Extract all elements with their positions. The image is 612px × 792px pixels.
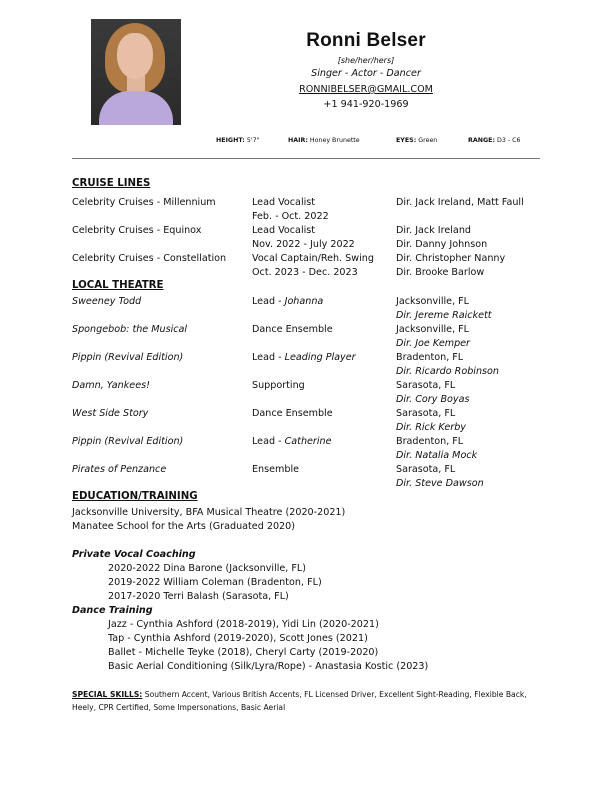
vocal-coaching-heading: Private Vocal Coaching xyxy=(72,549,196,560)
vocal-coach-item: 2019-2022 William Coleman (Bradenton, FL) xyxy=(108,577,322,588)
vocal-coach-item: 2017-2020 Terri Balash (Sarasota, FL) xyxy=(108,591,289,602)
stat-eyes: EYES: Green xyxy=(396,137,438,144)
dance-training-item: Ballet - Michelle Teyke (2018), Cheryl Carty (2019-2020) xyxy=(108,647,379,658)
cruise-row: Celebrity Cruises - Constellation Vocal Captain/Reh. Swing Oct. 2023 - Dec. 2023 Dir. Christopher Nanny Dir. Brooke Barlow xyxy=(72,253,506,278)
stat-hair: HAIR: Honey Brunette xyxy=(288,137,360,144)
dance-training-heading: Dance Training xyxy=(72,605,153,616)
headshot-photo xyxy=(91,19,181,125)
dance-training-item: Jazz - Cynthia Ashford (2018-2019), Yidi Lin (2020-2021) xyxy=(108,619,379,630)
pronouns: [she/her/hers] xyxy=(337,56,395,65)
education-item: Jacksonville University, BFA Musical Theatre (2020-2021) xyxy=(72,507,346,518)
dance-training-item: Basic Aerial Conditioning (Silk/Lyra/Rope) - Anastasia Kostic (2023) xyxy=(108,661,429,672)
special-skills-label: SPECIAL SKILLS: xyxy=(72,690,143,699)
special-skills-text: Southern Accent, Various British Accents, FL Licensed Driver, Excellent Sight-Reading, Flexible Back, Heely, CPR Certified, Some Impersonations, Basic Aerial xyxy=(72,690,527,712)
section-education-training: EDUCATION/TRAINING xyxy=(72,491,198,502)
dance-training-item: Tap - Cynthia Ashford (2019-2020), Scott Jones (2021) xyxy=(108,633,368,644)
stat-height: HEIGHT: 5'7" xyxy=(216,137,260,144)
section-cruise-lines: CRUISE LINES xyxy=(72,178,151,189)
theatre-row: Pippin (Revival Edition) Lead - Leading Player Bradenton, FL Dir. Ricardo Robinson xyxy=(72,352,499,377)
theatre-row: Damn, Yankees! Supporting Sarasota, FL Dir. Cory Boyas xyxy=(72,380,470,405)
stat-range: RANGE: D3 - C6 xyxy=(468,137,521,144)
resume-header xyxy=(246,30,486,110)
email-link[interactable]: RONNIBELSER@GMAIL.COM xyxy=(299,84,433,95)
performer-name: Ronni Belser xyxy=(306,30,426,51)
education-item: Manatee School for the Arts (Graduated 2020) xyxy=(72,521,295,532)
theatre-row: Spongebob: the Musical Dance Ensemble Jacksonville, FL Dir. Joe Kemper xyxy=(72,324,470,349)
special-skills xyxy=(72,689,532,714)
section-local-theatre: LOCAL THEATRE xyxy=(72,280,164,291)
phone-number: +1 941-920-1969 xyxy=(323,99,409,110)
cruise-row: Celebrity Cruises - Millennium Lead Vocalist Feb. - Oct. 2022 Dir. Jack Ireland, Matt Faull xyxy=(72,197,524,222)
cruise-row: Celebrity Cruises - Equinox Lead Vocalist Nov. 2022 - July 2022 Dir. Jack Ireland Dir. Danny Johnson xyxy=(72,225,488,250)
vocal-coach-item: 2020-2022 Dina Barone (Jacksonville, FL) xyxy=(108,563,307,574)
header-divider xyxy=(72,158,540,159)
performer-roles: Singer - Actor - Dancer xyxy=(311,68,421,79)
theatre-row: Pippin (Revival Edition) Lead - Catherine Bradenton, FL Dir. Natalia Mock xyxy=(72,436,478,461)
theatre-row: West Side Story Dance Ensemble Sarasota, FL Dir. Rick Kerby xyxy=(72,408,466,433)
theatre-row: Pirates of Penzance Ensemble Sarasota, FL Dir. Steve Dawson xyxy=(72,464,484,489)
theatre-row: Sweeney Todd Lead - Johanna Jacksonville, FL Dir. Jereme Raickett xyxy=(72,296,492,321)
